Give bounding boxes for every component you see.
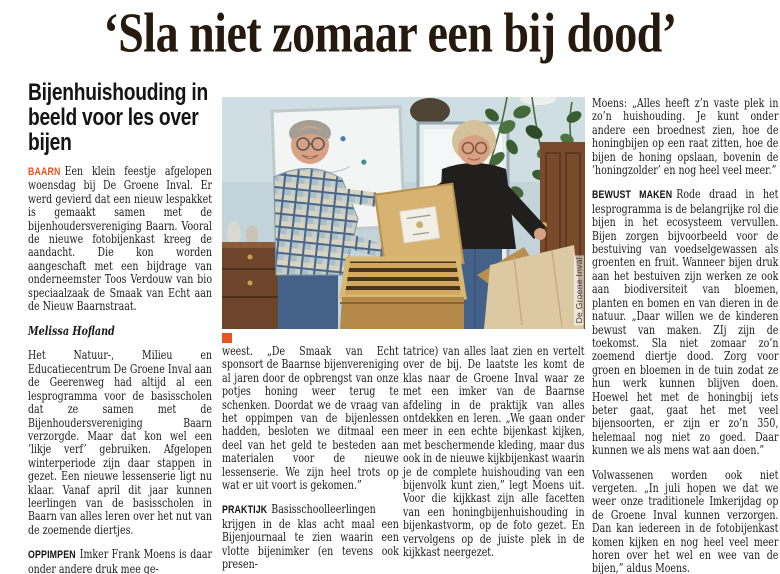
column-3 bbox=[403, 345, 585, 571]
intro-paragraph bbox=[28, 165, 212, 313]
section-label-praktijk: PRAKTIJK bbox=[222, 504, 268, 517]
paragraph-text: Rode draad in het lesprogramma is de belangrijke rol die bijen in het ecosysteem vervullen. Bijen zorgen bijvoorbeeld voor de bestuiving van voedselgewassen als groenten en fruit. Wanneer bijen druk aan het bestuiven zijn werken ze ook aan biodiversiteit van bloemen, planten en bomen en van dieren in de natuur. „Daar willen we de kinderen bewust van maken. ZIj zijn de toekomst. Sla niet zomaar zo’n zoemend diertje dood. Zorg voor groen en bloemen in de tuin zodat ze hun werk kunnen blijven doen. Hoewel het met de honingbij iets beter gaat, gaat het met veel bijensoorten, er zijn er zo’n 350, helemaal nog niet zo goed. Daar kunnen we als mens wat aan doen.” bbox=[592, 187, 779, 458]
article-paragraph bbox=[222, 503, 399, 571]
article-paragraph bbox=[592, 188, 778, 457]
location-tag: BAARN bbox=[28, 166, 61, 178]
column-2 bbox=[222, 345, 399, 574]
paragraph-text: Basisschoolleerlingen krijgen in de klas acht maal een Bijenjournaal te zien waarin een vlotte bijenimker (en tevens ook presen- bbox=[222, 502, 399, 572]
intro-text: Een klein feestje afgelopen woensdag bij De Groene Inval. Er werd gevierd dat een nieuw lespakket is gemaakt samen met de bijenhoudersvereniging Baarn. Vooral de nieuwe fotobijenkast kreeg de aandacht. Die kon worden aangeschaft met een bijdrage van onderneemster Toos Verdouw van bio speciaalzaak de Smaak van Echt aan de Nieuw Baarnstraat. bbox=[28, 164, 213, 314]
column-4 bbox=[592, 97, 778, 574]
photo-credit: De Groene Inval bbox=[574, 256, 584, 323]
article-paragraph bbox=[28, 548, 212, 574]
photo-illustration bbox=[222, 97, 585, 329]
photo-marker bbox=[222, 333, 232, 343]
headline: ‘Sla niet zomaar een bij dood’ bbox=[103, 1, 677, 64]
column-1 bbox=[28, 80, 212, 574]
article-photo bbox=[222, 97, 585, 329]
subhead: Bijenhuishouding in beeld voor les over bijen bbox=[28, 79, 208, 156]
article-paragraph: weest. „De Smaak van Echt sponsort de Baarnse bijenvereniging al jaren door de opbrengst van onze potjes honing weer terug te schenken. Doordat we de vraag van het oppimpen van de bijenlessen hadden, besloten we ditmaal een deel van het geld te besteden aan materialen voor de nieuwe lessenserie. We zijn heel trots op wat er uit voort is gekomen.” bbox=[222, 344, 399, 493]
article-paragraph: Volwassenen worden ook niet vergeten. „In juli hopen we dat we weer onze traditionele Imkerijdag op de Groene Inval kunnen verzorgen. Dan kan iedereen in de fotobijenkast komen kijken en nog heel veel meer horen over het wel en wee van de bijen,” aldus Moens. bbox=[592, 467, 779, 574]
paragraph-text: Imker Frank Moens is daar onder andere druk mee ge- bbox=[28, 547, 212, 574]
man-jeans bbox=[278, 271, 338, 329]
article-paragraph: Moens: „Alles heeft z’n vaste plek in zo’n huishouding. Je kunt onder andere een broednest zien, hoe de honingbijen op een raat zitten, hoe de bijen de honing opslaan, bovenin de ’honingzolder’ en nog heel veel meer.” bbox=[592, 96, 779, 178]
beehive-frame-box bbox=[340, 259, 464, 329]
article-paragraph: tatrice) van alles laat zien en vertelt over de bij. De laatste les komt de klas naar de Groene Inval waar ze met een imker van de Baarnse afdeling in de praktijk van alles ontdekken en leren. „We gaan onder meer in een echte bijenkast kijken, met beschermende kleding, maar dus ook in de nieuwe kijkbijenkast waarin je de complete huishouding van een bijenvolk kunt zien,” legt Moens uit. Voor die kijkkast zijn alle facetten van een honingbijenhuishouding in bijenkastvorm, op de foto gezet. En vervolgens op de juiste plek in de kijkkast neergezet. bbox=[403, 344, 585, 560]
byline: Melissa Hofland bbox=[28, 324, 115, 339]
section-label-bewust-maken: BEWUST MAKEN bbox=[592, 189, 673, 202]
object-on-cabinet bbox=[410, 98, 450, 124]
article-paragraph: Het Natuur-, Milieu en Educatiecentrum De Groene Inval aan de Geerenweg had altijd al een lesprogramma voor de basisscholen dat ze samen met de Bijenhoudersvereniging Baarn verzorgde. Maar dat kon wel een ’likje verf’ gebruiken. Afgelopen winterperiode zijn daar stappen in gezet. Een nieuwe lessenserie ligt nu klaar. Vanaf april dit jaar kunnen leerlingen van de basisscholen in Baarn van alles leren over het nut van de zoemende diertjes. bbox=[28, 348, 212, 537]
section-label-oppimpen: OPPIMPEN bbox=[28, 549, 76, 562]
woman-hand bbox=[534, 228, 546, 240]
